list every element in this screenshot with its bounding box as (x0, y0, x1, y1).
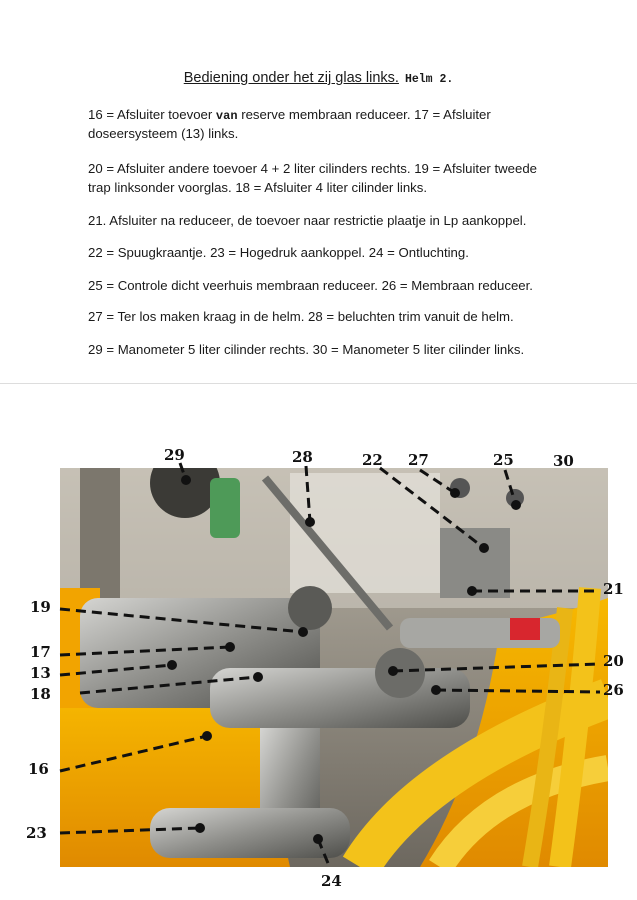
heading-suffix: Helm 2. (404, 73, 454, 86)
callout-29: 29 (164, 446, 185, 464)
text-line-7: 25 = Controle dicht veerhuis membraan reduceer. 26 = Membraan reduceer. (88, 278, 533, 293)
callout-18: 18 (30, 685, 51, 703)
callout-26: 26 (603, 681, 624, 699)
callout-22: 22 (362, 451, 383, 469)
callout-24: 24 (321, 872, 342, 890)
text-line-1: 16 = Afsluiter toevoer van reserve membraan reduceer. 17 = Afsluiter (88, 107, 491, 123)
callout-17: 17 (30, 643, 51, 661)
callout-30: 30 (553, 452, 574, 470)
callout-13: 13 (30, 664, 51, 682)
callout-21: 21 (603, 580, 624, 598)
callout-23: 23 (26, 824, 47, 842)
text-line-5: 21. Afsluiter na reduceer, de toevoer naar restrictie plaatje in Lp aankoppel. (88, 213, 527, 228)
callout-27: 27 (408, 451, 429, 469)
callout-16: 16 (28, 760, 49, 778)
text-line-3: 20 = Afsluiter andere toevoer 4 + 2 liter cilinders rechts. 19 = Afsluiter tweede (88, 161, 537, 176)
heading-title: Bediening onder het zij glas links. (183, 70, 399, 86)
callout-19: 19 (30, 598, 51, 616)
callout-28: 28 (292, 448, 313, 466)
text-line-9: 29 = Manometer 5 liter cilinder rechts. 30 = Manometer 5 liter cilinder links. (88, 342, 525, 357)
text-line-8: 27 = Ter los maken kraag in de helm. 28 = beluchten trim vanuit de helm. (88, 309, 514, 324)
callout-25: 25 (493, 451, 514, 469)
text-line-6: 22 = Spuugkraantje. 23 = Hogedruk aankoppel. 24 = Ontluchting. (88, 245, 469, 260)
text-line-4: trap linksonder voorglas. 18 = Afsluiter 4 liter cilinder links. (88, 180, 428, 195)
callout-20: 20 (603, 652, 624, 670)
text-line-2: doseersysteem (13) links. (88, 126, 239, 141)
